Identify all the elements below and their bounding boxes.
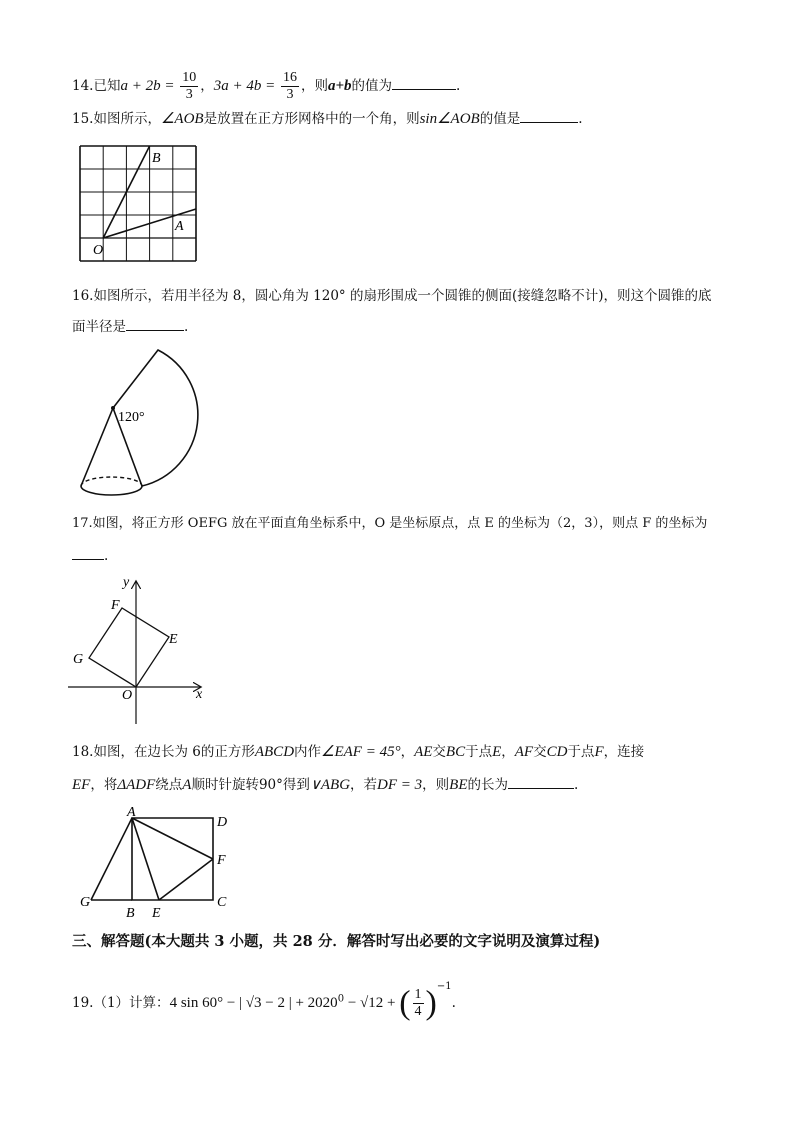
right-paren: ) bbox=[425, 984, 437, 1022]
q17-end: . bbox=[104, 548, 109, 564]
q15-answer-blank[interactable] bbox=[520, 108, 578, 123]
q15-text-a: 15.如图所示， bbox=[72, 111, 161, 127]
label-b: B bbox=[126, 906, 135, 921]
q15-grid-figure bbox=[80, 146, 200, 266]
q15-text-b: 是放置在正方形网格中的一个角，则 bbox=[203, 111, 420, 127]
q14-expr: a+b bbox=[327, 78, 352, 94]
q18-text: 于点 bbox=[567, 744, 595, 760]
label-a: A bbox=[175, 219, 184, 234]
q14-mid: ，则 bbox=[300, 78, 328, 94]
q19-expr-a: 4 sin 60° − | √3 − 2 | + 2020 bbox=[169, 995, 338, 1011]
q18-text: ， bbox=[501, 744, 515, 760]
q14-frac1-num: 10 bbox=[182, 70, 197, 85]
q16-end: . bbox=[184, 319, 189, 335]
q19-exp-zero: 0 bbox=[337, 993, 345, 1005]
q14-prefix: 已知 bbox=[93, 78, 121, 94]
question-14 bbox=[72, 70, 460, 103]
q17-coordinate-figure bbox=[68, 574, 214, 726]
q18-answer-blank[interactable] bbox=[508, 774, 574, 789]
label-f: F bbox=[111, 598, 120, 613]
q18-ef: EF bbox=[72, 777, 91, 793]
q18-text: 内作 bbox=[294, 744, 322, 760]
question-16-line-1: 16.如图所示，若用半径为 8，圆心角为 120° 的扇形围成一个圆锥的侧面(接缝忽略不计)，则这个圆锥的底 bbox=[72, 288, 712, 304]
q18-text: ，连接 bbox=[603, 744, 645, 760]
q14-sep: ， bbox=[200, 78, 214, 94]
q19-frac-num: 1 bbox=[414, 987, 422, 1002]
question-18-line-1 bbox=[72, 742, 644, 762]
label-y: y bbox=[123, 575, 130, 590]
square-abcd bbox=[132, 818, 213, 900]
question-16-line-2 bbox=[72, 316, 188, 337]
label-x: x bbox=[196, 687, 203, 702]
q19-expr-b: − √12 + bbox=[344, 995, 400, 1011]
angle-label: 120° bbox=[118, 410, 145, 425]
q14-number: 14. bbox=[72, 78, 94, 94]
q18-text: 顺时针旋转90°得到 bbox=[191, 777, 310, 793]
q18-f: F bbox=[594, 744, 604, 760]
q15-end: . bbox=[578, 111, 583, 127]
q18-abcd: ABCD bbox=[254, 744, 295, 760]
q14-fraction-2 bbox=[281, 70, 299, 103]
q14-eq2-left: 3a + 4b = bbox=[213, 78, 279, 94]
q14-answer-blank[interactable] bbox=[392, 75, 456, 90]
label-e: E bbox=[169, 632, 178, 647]
q14-suffix: 的值为 bbox=[351, 78, 393, 94]
label-o: O bbox=[122, 688, 133, 703]
segment-ag bbox=[91, 818, 132, 900]
q15-text-c: 的值是 bbox=[479, 111, 521, 127]
label-c: C bbox=[217, 895, 227, 910]
question-17-line-1: 17.如图，将正方形 OEFG 放在平面直角坐标系中，O 是坐标原点，点 E 的坐标为（2，3），则点 F 的坐标为 bbox=[72, 516, 708, 531]
q14-frac2-num: 16 bbox=[282, 70, 297, 85]
q19-fraction bbox=[413, 987, 424, 1020]
q14-frac2-den: 3 bbox=[286, 87, 294, 102]
q16-line2: 面半径是 bbox=[72, 319, 126, 335]
label-g: G bbox=[80, 895, 91, 910]
section-3-heading: 三、解答题(本大题共 3 小题，共 28 分．解答时写出必要的文字说明及演算过程) bbox=[72, 933, 601, 950]
q18-ae: AE bbox=[414, 744, 433, 760]
q18-e: E bbox=[492, 744, 502, 760]
q15-sin: sin∠AOB bbox=[419, 111, 480, 127]
q18-text: ，将 bbox=[90, 777, 118, 793]
q15-angle: ∠AOB bbox=[160, 111, 204, 127]
left-paren: ( bbox=[399, 984, 411, 1022]
q18-point-a: A bbox=[182, 777, 192, 793]
q16-cone-figure bbox=[76, 346, 206, 502]
question-19 bbox=[72, 974, 456, 1020]
q18-df: DF = 3 bbox=[377, 777, 423, 793]
q17-answer-blank[interactable] bbox=[72, 545, 104, 560]
label-g: G bbox=[73, 652, 84, 667]
label-b: B bbox=[152, 151, 161, 166]
q18-angle-eaf: ∠EAF = 45° bbox=[321, 744, 401, 760]
question-15 bbox=[72, 108, 583, 129]
label-d: D bbox=[217, 815, 228, 830]
q18-text: 18.如图，在边长为 6的正方形 bbox=[72, 744, 255, 760]
q18-text: ， bbox=[400, 744, 415, 760]
q18-text: 交 bbox=[432, 744, 446, 760]
q18-square-figure bbox=[80, 806, 236, 920]
q18-text: 绕点 bbox=[155, 777, 183, 793]
cone-base-front bbox=[81, 486, 142, 495]
q18-text: ，若 bbox=[350, 777, 378, 793]
q18-triangle-abg: ∨ABG bbox=[309, 777, 351, 793]
q14-fraction-1 bbox=[180, 70, 198, 103]
q18-text: 交 bbox=[533, 744, 547, 760]
question-18-line-2 bbox=[72, 774, 578, 795]
q14-frac1-den: 3 bbox=[185, 87, 193, 102]
label-f: F bbox=[217, 853, 226, 868]
q19-frac-den: 4 bbox=[414, 1004, 422, 1019]
question-17-line-2 bbox=[72, 545, 108, 566]
segment-ef bbox=[159, 859, 213, 900]
q19-exp-neg1: −1 bbox=[436, 981, 452, 992]
cone-left-edge bbox=[81, 408, 113, 486]
q18-triangle-adf: ΔADF bbox=[117, 777, 156, 793]
square-oefg bbox=[89, 608, 169, 687]
q18-end: . bbox=[574, 777, 579, 793]
q18-af: AF bbox=[514, 744, 534, 760]
q18-be: BE bbox=[449, 777, 468, 793]
q14-eq1-left: a + 2b = bbox=[120, 78, 179, 94]
q18-cd: CD bbox=[546, 744, 568, 760]
label-o: O bbox=[93, 243, 104, 258]
q18-bc: BC bbox=[445, 744, 466, 760]
q18-text: ，则 bbox=[422, 777, 450, 793]
q18-text: 的长为 bbox=[467, 777, 508, 793]
label-a: A bbox=[127, 805, 136, 820]
q14-end: . bbox=[456, 78, 461, 94]
q19-end: . bbox=[451, 995, 456, 1011]
q18-text: 于点 bbox=[465, 744, 493, 760]
q19-prefix: 19.（1）计算： bbox=[72, 995, 170, 1011]
q16-answer-blank[interactable] bbox=[126, 316, 184, 331]
label-e: E bbox=[152, 906, 161, 921]
cone-apex bbox=[111, 406, 115, 410]
cone-base-back bbox=[81, 477, 142, 486]
